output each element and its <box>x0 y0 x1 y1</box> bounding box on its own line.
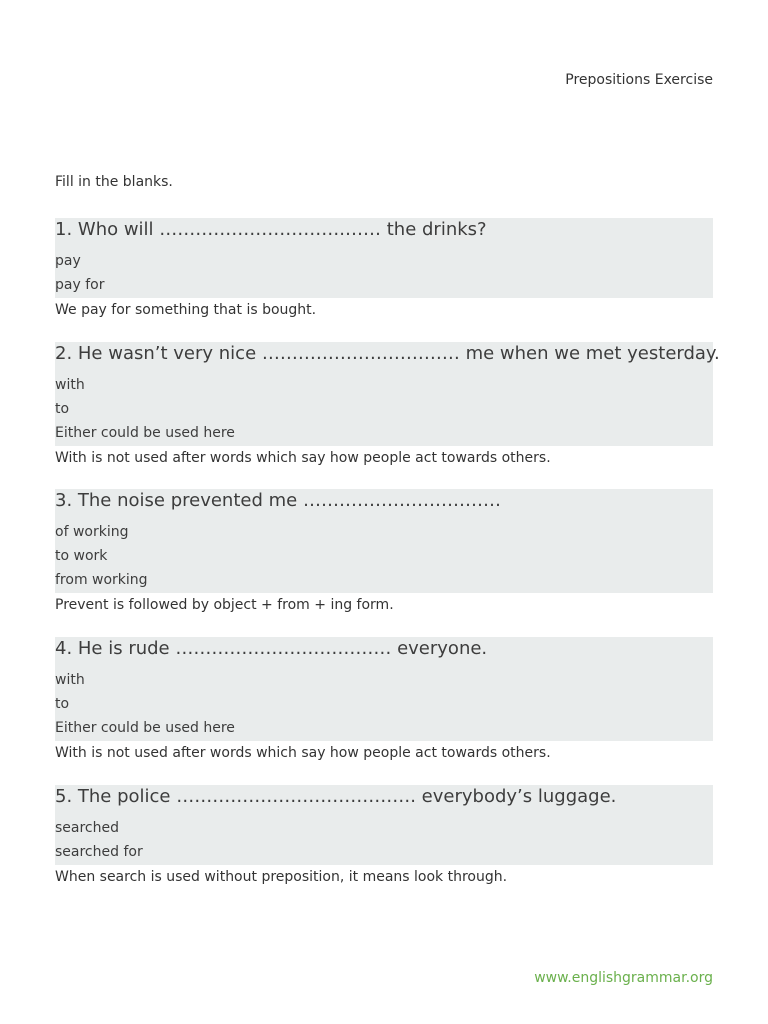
explanation-text: Prevent is followed by object + from + ing form. <box>55 597 394 613</box>
option-item[interactable]: with <box>55 672 85 688</box>
option-item[interactable]: of working <box>55 524 129 540</box>
option-item[interactable]: searched <box>55 820 120 836</box>
option-item[interactable]: Either could be used here <box>55 425 235 441</box>
question-box <box>55 637 713 741</box>
instructions-text: Fill in the blanks. <box>55 174 173 190</box>
options-list <box>55 370 713 445</box>
page-title: Prepositions Exercise <box>565 72 713 88</box>
question-3 <box>55 489 713 617</box>
explanation-text: When search is used without preposition, it means look through. <box>55 869 508 885</box>
question-box <box>55 218 713 298</box>
question-box <box>55 785 713 865</box>
question-text: 2. He wasn’t very nice …………………………… me when we met yesterday. <box>55 343 720 364</box>
question-text: 1. Who will ………………………….…… the drinks? <box>55 219 487 240</box>
option-item[interactable]: pay for <box>55 277 105 293</box>
explanation-text: We pay for something that is bought. <box>55 302 317 318</box>
option-item[interactable]: to <box>55 401 70 417</box>
options-list <box>55 665 713 740</box>
question-2 <box>55 342 720 470</box>
option-item[interactable]: to <box>55 696 70 712</box>
question-4 <box>55 637 713 765</box>
options-list <box>55 517 713 592</box>
option-item[interactable]: pay <box>55 253 81 269</box>
question-text: 3. The noise prevented me …………………………… <box>55 490 501 511</box>
options-list <box>55 813 713 864</box>
question-5 <box>55 785 713 889</box>
option-item[interactable]: Either could be used here <box>55 720 235 736</box>
option-item[interactable]: with <box>55 377 85 393</box>
option-item[interactable]: to work <box>55 548 108 564</box>
question-text: 5. The police …………………………………. everybody’s luggage. <box>55 786 617 807</box>
explanation-text: With is not used after words which say how people act towards others. <box>55 745 551 761</box>
question-box <box>55 342 720 446</box>
option-item[interactable]: searched for <box>55 844 143 860</box>
option-item[interactable]: from working <box>55 572 148 588</box>
explanation-text: With is not used after words which say how people act towards others. <box>55 450 551 466</box>
options-list <box>55 246 713 297</box>
question-box <box>55 489 713 593</box>
question-text: 4. He is rude ……………………………… everyone. <box>55 638 488 659</box>
question-1 <box>55 218 713 322</box>
footer-website-link[interactable]: www.englishgrammar.org <box>534 970 713 986</box>
